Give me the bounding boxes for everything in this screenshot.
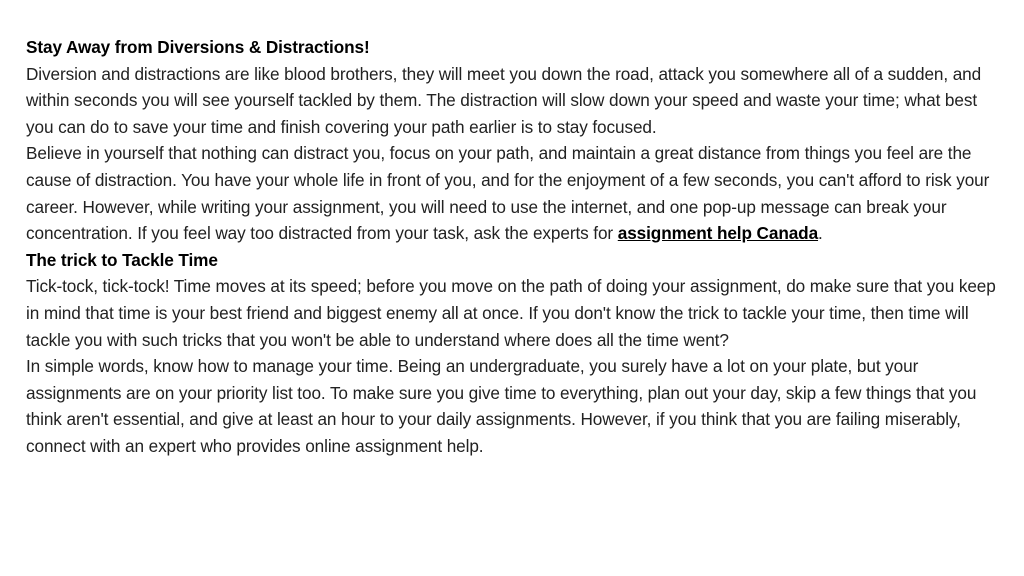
paragraph-period: . xyxy=(818,223,823,244)
section-heading-distractions: Stay Away from Diversions & Distractions! xyxy=(26,37,370,57)
paragraph-distractions-2 xyxy=(26,140,1002,246)
paragraph-distractions-1: Diversion and distractions are like blood brothers, they will meet you down the road, attack you somewhere all of a sudden, and within seconds you will see yourself tackled by them. The distraction will slow down your speed and waste your time; what best you can do to save your time and finish covering your path earlier is to stay focused. xyxy=(26,63,982,137)
document-body xyxy=(26,34,1002,460)
paragraph-time-2: In simple words, know how to manage your time. Being an undergraduate, you surely have a lot on your plate, but your assignments are on your priority list too. To make sure you give time to everything, plan out your day, skip a few things that you think aren't essential, and give at least an hour to your daily assignments. However, if you think that you are failing miserably, connect with an expert who provides online assignment help. xyxy=(26,356,977,456)
assignment-help-canada-link[interactable]: assignment help Canada xyxy=(617,223,819,244)
paragraph-text: Believe in yourself that nothing can distract you, focus on your path, and maintain a great distance from things you feel are the cause of distraction. You have your whole life in front of you, and for the enjoyment of a few seconds, you can't afford to risk your career. However, while writing your assignment, you will need to use the internet, and one pop-up message can break your concentration. If you feel way too distracted from your task, ask the experts for xyxy=(26,143,990,244)
section-heading-time: The trick to Tackle Time xyxy=(26,249,218,270)
paragraph-time-1: Tick-tock, tick-tock! Time moves at its speed; before you move on the path of doing your assignment, do make sure that you keep in mind that time is your best friend and biggest enemy all at once. If you don't know the trick to tackle your time, then time will tackle you with such tricks that you won't be able to understand where does all the time went? xyxy=(26,276,996,350)
